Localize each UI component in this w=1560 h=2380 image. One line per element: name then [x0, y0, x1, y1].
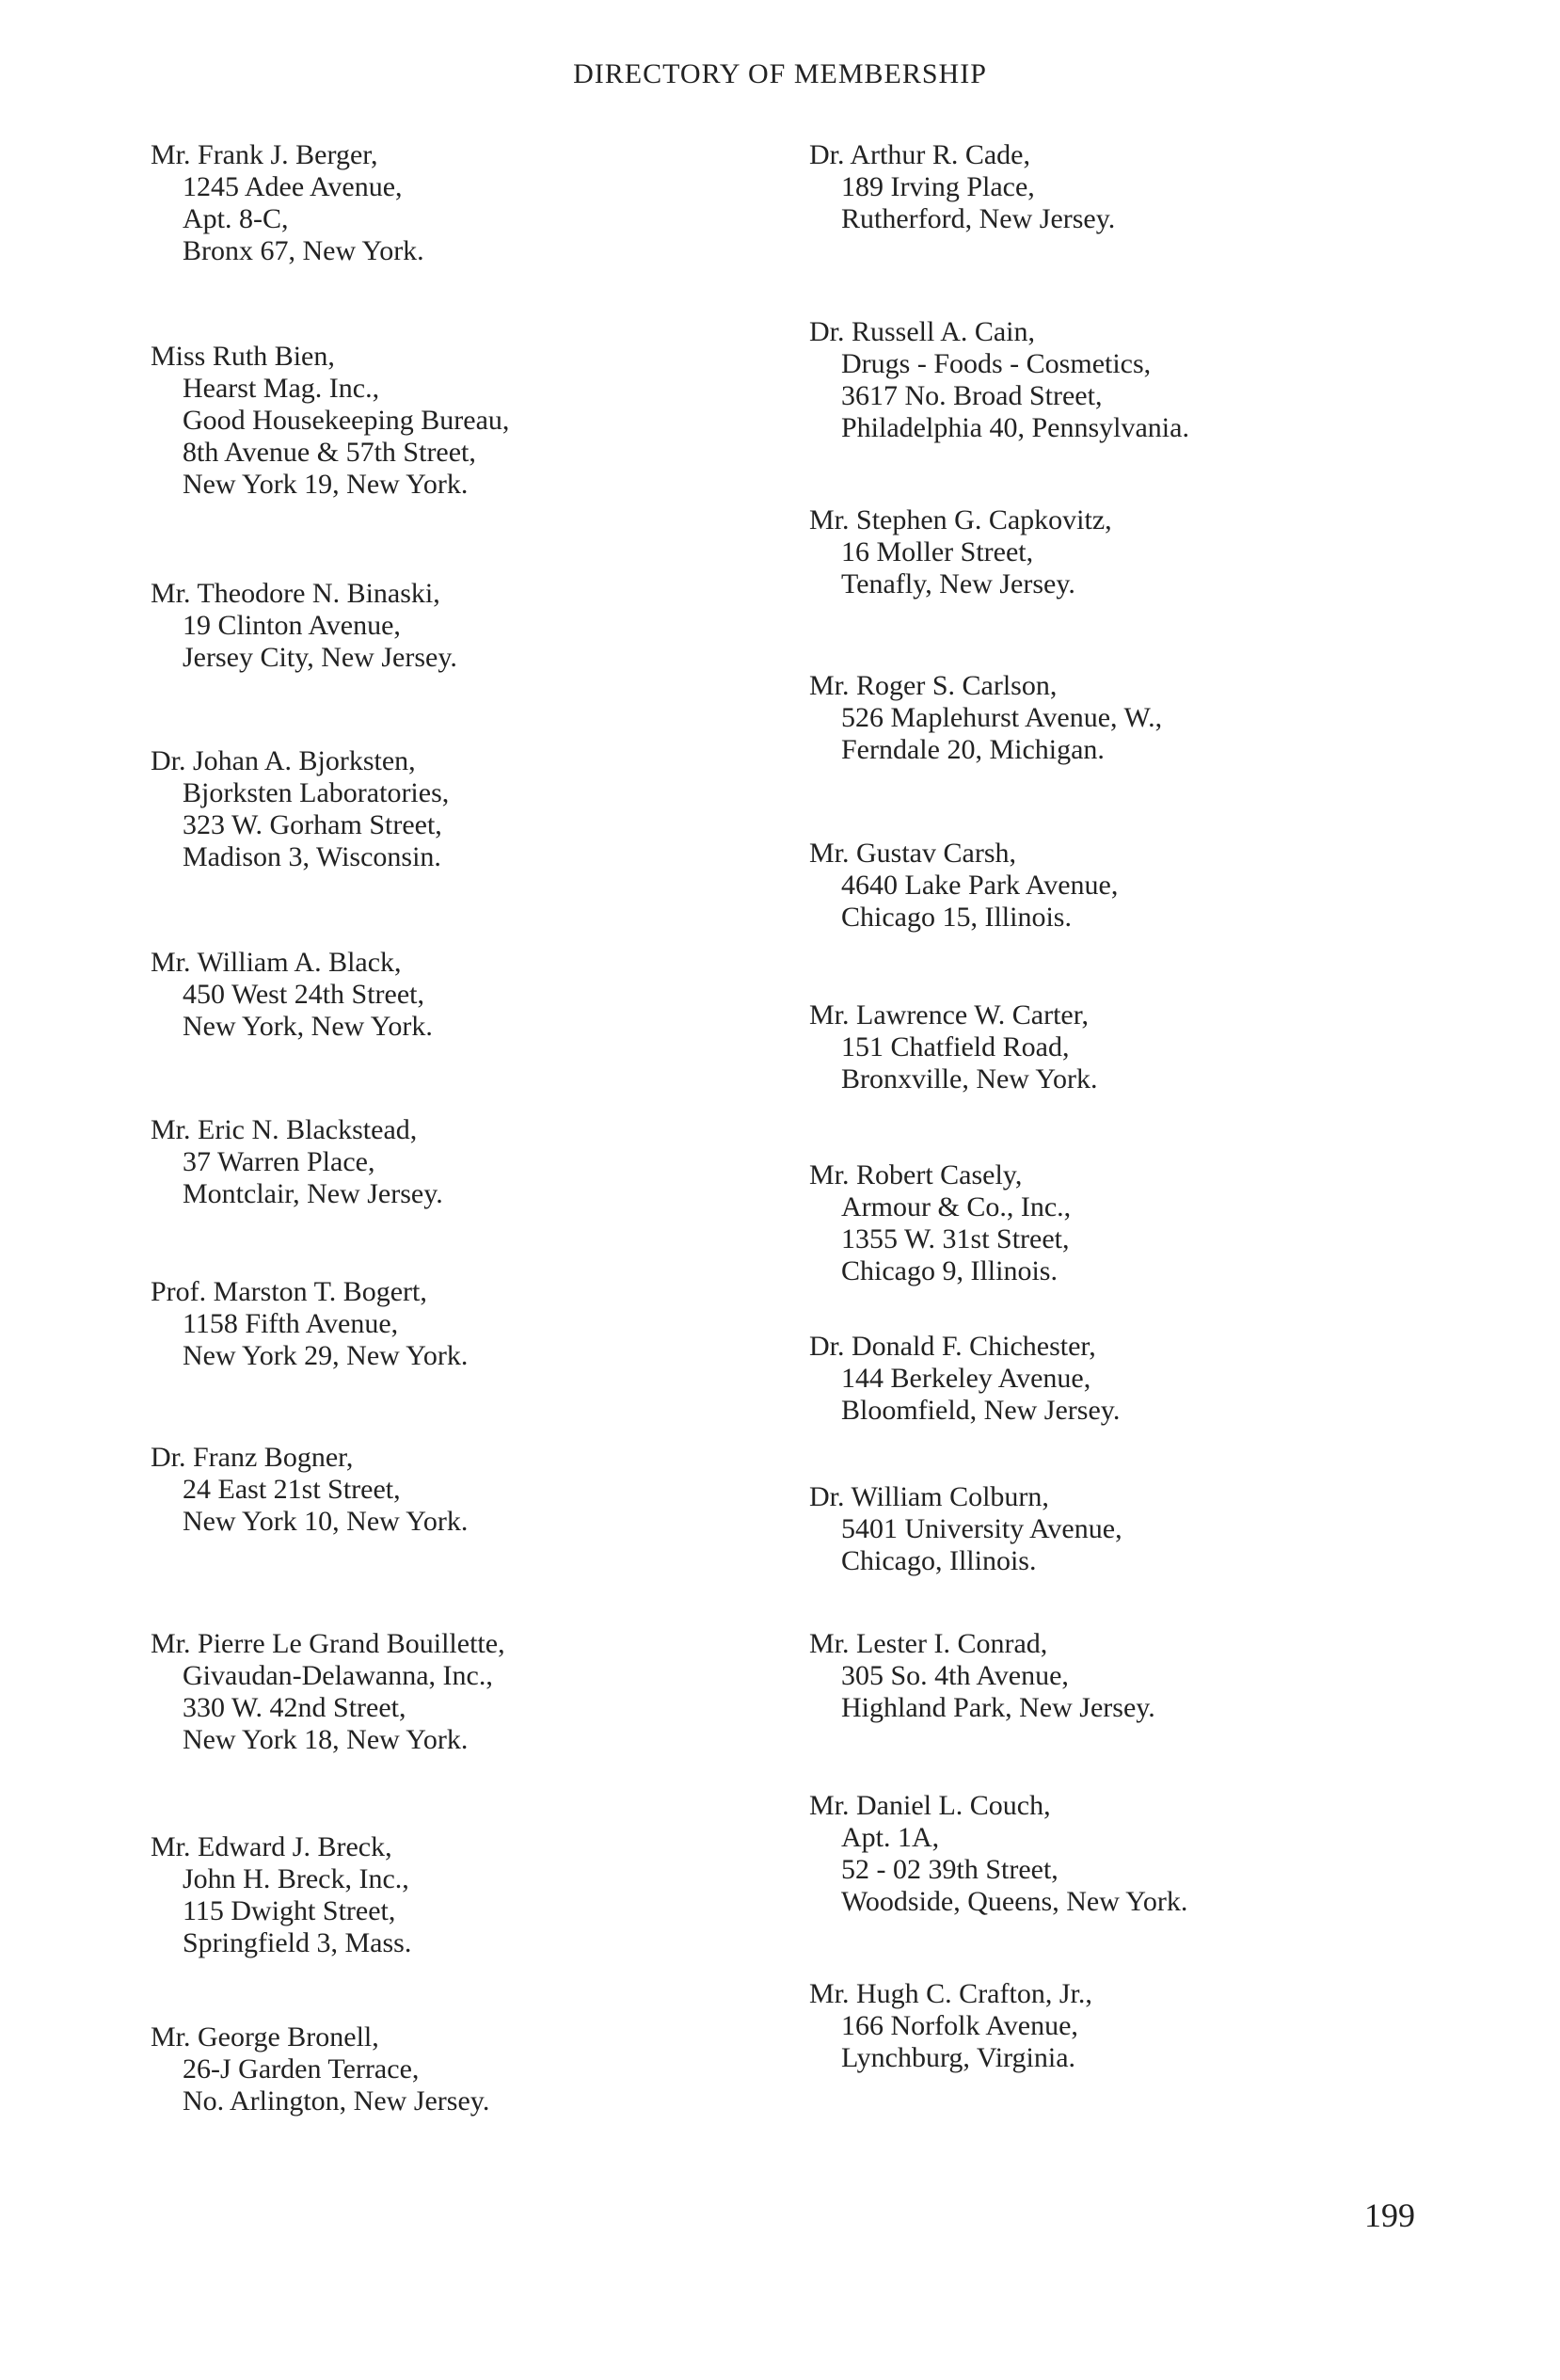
- member-address-line: 151 Chatfield Road,: [841, 1031, 1070, 1062]
- member-entry: [151, 1114, 809, 1210]
- member-entry: [151, 1628, 809, 1756]
- member-name: Mr. Frank J. Berger,: [151, 139, 378, 170]
- member-address-line: Chicago 9, Illinois.: [841, 1255, 1058, 1286]
- member-name: Dr. Franz Bogner,: [151, 1442, 354, 1473]
- member-name: Mr. William A. Black,: [151, 947, 402, 978]
- member-name: Mr. Daniel L. Couch,: [809, 1790, 1051, 1821]
- member-address-line: 144 Berkeley Avenue,: [841, 1363, 1091, 1394]
- member-name: Mr. Stephen G. Capkovitz,: [809, 504, 1112, 535]
- member-address-line: Chicago, Illinois.: [841, 1545, 1037, 1576]
- member-name: Dr. Johan A. Bjorksten,: [151, 745, 416, 776]
- member-address-line: Montclair, New Jersey.: [183, 1178, 443, 1209]
- member-address-line: Givaudan-Delawanna, Inc.,: [183, 1660, 493, 1691]
- member-address-line: New York 29, New York.: [183, 1340, 469, 1371]
- member-address-line: 305 So. 4th Avenue,: [841, 1660, 1069, 1691]
- member-address-line: 450 West 24th Street,: [183, 979, 425, 1010]
- member-name: Mr. Edward J. Breck,: [151, 1831, 392, 1862]
- member-name: Mr. Pierre Le Grand Bouillette,: [151, 1628, 505, 1659]
- member-address-line: Apt. 8-C,: [183, 203, 289, 234]
- member-entry: [809, 1790, 1468, 1918]
- member-entry: [809, 1331, 1468, 1427]
- member-address-line: Woodside, Queens, New York.: [841, 1886, 1188, 1917]
- member-address-line: 1355 W. 31st Street,: [841, 1223, 1070, 1254]
- member-address-line: New York 10, New York.: [183, 1506, 469, 1537]
- member-entry: [151, 1831, 809, 1959]
- member-name: Prof. Marston T. Bogert,: [151, 1276, 427, 1307]
- page-number: 199: [1364, 2196, 1415, 2234]
- member-address-line: 526 Maplehurst Avenue, W.,: [841, 702, 1163, 733]
- member-address-line: Ferndale 20, Michigan.: [841, 734, 1105, 765]
- member-address-line: No. Arlington, New Jersey.: [183, 2085, 490, 2116]
- member-name: Dr. Russell A. Cain,: [809, 316, 1036, 347]
- member-address-line: 8th Avenue & 57th Street,: [183, 437, 476, 468]
- member-address-line: Highland Park, New Jersey.: [841, 1692, 1155, 1723]
- member-address-line: Lynchburg, Virginia.: [841, 2042, 1076, 2073]
- member-address-line: Bjorksten Laboratories,: [183, 777, 450, 808]
- member-entry: [151, 2021, 809, 2117]
- member-address-line: 5401 University Avenue,: [841, 1513, 1122, 1544]
- member-address-line: Rutherford, New Jersey.: [841, 203, 1116, 234]
- member-address-line: 189 Irving Place,: [841, 171, 1035, 202]
- member-address-line: Apt. 1A,: [841, 1822, 940, 1853]
- page-header: DIRECTORY OF MEMBERSHIP: [573, 58, 987, 89]
- member-address-line: Drugs - Foods - Cosmetics,: [841, 348, 1152, 379]
- member-address-line: Hearst Mag. Inc.,: [183, 373, 380, 404]
- member-address-line: Good Housekeeping Bureau,: [183, 405, 510, 436]
- member-name: Dr. William Colburn,: [809, 1481, 1049, 1512]
- member-address-line: 4640 Lake Park Avenue,: [841, 870, 1119, 901]
- member-name: Mr. Robert Casely,: [809, 1159, 1023, 1190]
- member-address-line: John H. Breck, Inc.,: [183, 1863, 409, 1894]
- member-entry: [151, 1276, 809, 1372]
- member-entry: [809, 316, 1468, 444]
- member-name: Mr. George Bronell,: [151, 2021, 379, 2053]
- member-address-line: Tenafly, New Jersey.: [841, 568, 1075, 599]
- member-entry: [809, 139, 1468, 235]
- member-entry: [151, 578, 809, 674]
- member-address-line: 19 Clinton Avenue,: [183, 610, 401, 641]
- member-entry: [809, 1159, 1468, 1287]
- member-address-line: Chicago 15, Illinois.: [841, 902, 1072, 933]
- member-address-line: Bronxville, New York.: [841, 1063, 1098, 1094]
- member-entry: [809, 1978, 1468, 2074]
- member-name: Mr. Hugh C. Crafton, Jr.,: [809, 1978, 1092, 2009]
- member-address-line: 1158 Fifth Avenue,: [183, 1308, 399, 1339]
- member-address-line: 330 W. 42nd Street,: [183, 1692, 406, 1723]
- member-name: Mr. Gustav Carsh,: [809, 838, 1016, 869]
- member-address-line: Philadelphia 40, Pennsylvania.: [841, 412, 1189, 443]
- member-address-line: 16 Moller Street,: [841, 536, 1034, 567]
- member-address-line: New York, New York.: [183, 1011, 433, 1042]
- member-address-line: 26-J Garden Terrace,: [183, 2053, 420, 2084]
- member-address-line: 323 W. Gorham Street,: [183, 809, 442, 840]
- member-address-line: 1245 Adee Avenue,: [183, 171, 403, 202]
- member-name: Mr. Eric N. Blackstead,: [151, 1114, 418, 1145]
- member-entry: [151, 745, 809, 873]
- member-name: Mr. Roger S. Carlson,: [809, 670, 1058, 701]
- member-name: Miss Ruth Bien,: [151, 341, 335, 372]
- member-address-line: 24 East 21st Street,: [183, 1474, 401, 1505]
- member-name: Mr. Lester I. Conrad,: [809, 1628, 1048, 1659]
- member-address-line: Jersey City, New Jersey.: [183, 642, 457, 673]
- member-address-line: Springfield 3, Mass.: [183, 1927, 412, 1958]
- member-entry: [151, 139, 809, 267]
- member-entry: [151, 947, 809, 1043]
- member-address-line: New York 18, New York.: [183, 1724, 469, 1755]
- member-address-line: 3617 No. Broad Street,: [841, 380, 1103, 411]
- member-entry: [809, 999, 1468, 1095]
- member-name: Dr. Donald F. Chichester,: [809, 1331, 1096, 1362]
- member-entry: [151, 1442, 809, 1538]
- member-address-line: Bronx 67, New York.: [183, 235, 424, 266]
- member-entry: [809, 1628, 1468, 1724]
- member-name: Mr. Theodore N. Binaski,: [151, 578, 440, 609]
- member-address-line: 115 Dwight Street,: [183, 1895, 396, 1926]
- member-address-line: Armour & Co., Inc.,: [841, 1191, 1072, 1222]
- member-entry: [809, 1481, 1468, 1577]
- member-address-line: 37 Warren Place,: [183, 1146, 375, 1177]
- member-address-line: New York 19, New York.: [183, 469, 469, 500]
- member-entry: [151, 341, 809, 501]
- member-entry: [809, 504, 1468, 600]
- member-address-line: 166 Norfolk Avenue,: [841, 2010, 1078, 2041]
- member-name: Mr. Lawrence W. Carter,: [809, 999, 1090, 1030]
- member-entry: [809, 838, 1468, 934]
- member-address-line: Bloomfield, New Jersey.: [841, 1395, 1121, 1426]
- member-address-line: 52 - 02 39th Street,: [841, 1854, 1059, 1885]
- member-name: Dr. Arthur R. Cade,: [809, 139, 1030, 170]
- member-address-line: Madison 3, Wisconsin.: [183, 841, 441, 872]
- member-entry: [809, 670, 1468, 766]
